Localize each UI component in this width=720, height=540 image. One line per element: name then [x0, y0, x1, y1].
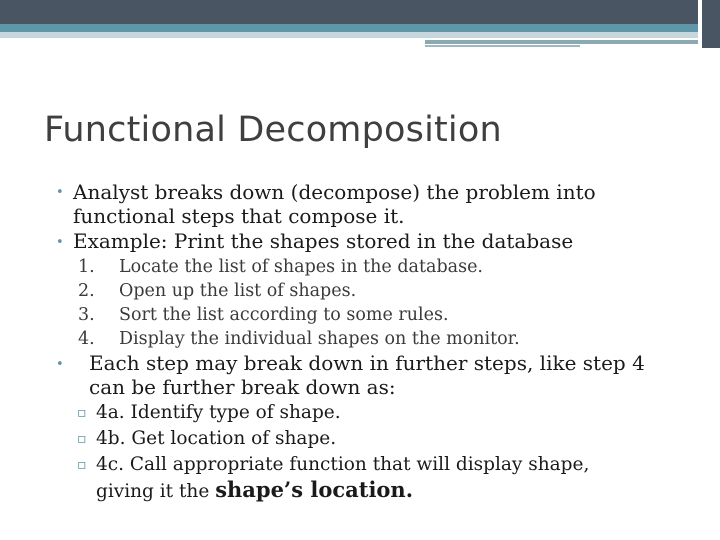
- page-title: Functional Decomposition: [44, 110, 502, 150]
- step-4-number: 4.: [78, 329, 95, 349]
- sub-bullet-marker: ▫: [77, 431, 87, 447]
- sub-bullet-marker: ▫: [77, 457, 87, 473]
- top-bar-dark: [0, 0, 698, 24]
- top-bar-accent-line: [425, 40, 698, 44]
- substep-4c-continuation: [96, 477, 413, 505]
- top-bar-corner: [702, 0, 720, 48]
- substep-4c-tail-emphasis: shape’s location.: [215, 477, 414, 502]
- bullet-1-line-2: functional steps that compose it.: [73, 204, 405, 228]
- top-bar-accent-line-2: [425, 45, 580, 47]
- bullet-3-line-2: can be further break down as:: [89, 375, 396, 399]
- substep-4b: 4b. Get location of shape.: [96, 428, 337, 449]
- step-2-text: Open up the list of shapes.: [119, 281, 357, 301]
- top-bar-teal: [0, 24, 698, 32]
- substep-4c: 4c. Call appropriate function that will display shape,: [96, 454, 590, 475]
- substep-4a: 4a. Identify type of shape.: [96, 402, 341, 423]
- top-bar-light: [0, 32, 698, 38]
- step-3-number: 3.: [78, 305, 95, 325]
- bullet-3-line-1: Each step may break down in further steps, like step 4: [89, 351, 645, 375]
- bullet-marker: •: [56, 185, 64, 200]
- sub-bullet-marker: ▫: [77, 405, 87, 421]
- bullet-1-line-1: Analyst breaks down (decompose) the problem into: [73, 180, 596, 204]
- step-4-text: Display the individual shapes on the monitor.: [119, 329, 520, 349]
- bullet-2-line-1: Example: Print the shapes stored in the database: [73, 229, 574, 253]
- bullet-marker: •: [56, 235, 64, 250]
- step-3-text: Sort the list according to some rules.: [119, 305, 449, 325]
- step-1-text: Locate the list of shapes in the database.: [119, 257, 483, 277]
- step-1-number: 1.: [78, 257, 95, 277]
- step-2-number: 2.: [78, 281, 95, 301]
- bullet-marker: •: [56, 357, 64, 372]
- substep-4c-tail-normal: giving it the: [96, 481, 216, 502]
